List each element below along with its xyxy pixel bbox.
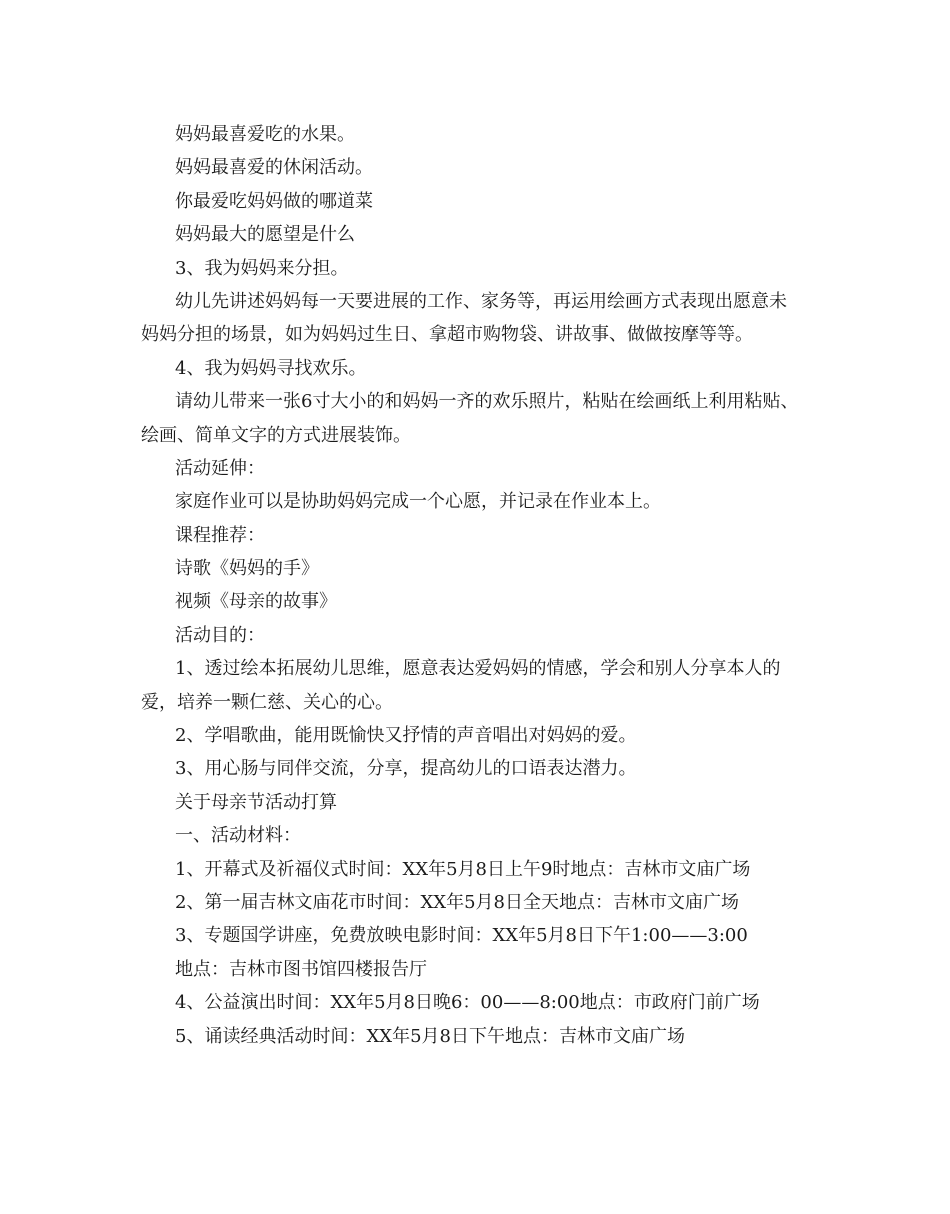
text-line: 妈妈分担的场景，如为妈妈过生日、拿超市购物袋、讲故事、做做按摩等等。: [141, 324, 753, 346]
text-line: 4、公益演出时间：XX年5月8日晚6：00——8:00地点：市政府门前广场: [175, 992, 760, 1014]
text-line: 课程推荐：: [175, 524, 265, 546]
text-line: 活动目的：: [175, 624, 265, 646]
text-line: 1、透过绘本拓展幼儿思维，愿意表达爱妈妈的情感，学会和别人分享本人的: [175, 658, 781, 680]
text-line: 地点：吉林市图书馆四楼报告厅: [175, 958, 427, 980]
text-line: 妈妈最大的愿望是什么: [175, 224, 355, 246]
text-line: 请幼儿带来一张6寸大小的和妈妈一齐的欢乐照片，粘贴在绘画纸上利用粘贴、: [175, 391, 799, 413]
text-line: 爱，培养一颗仁慈、关心的心。: [141, 691, 393, 713]
document-body: [141, 118, 821, 1053]
text-line: 诗歌《妈妈的手》: [175, 558, 319, 580]
text-line: 活动延伸：: [175, 457, 265, 479]
text-line: 2、第一届吉林文庙花市时间：XX年5月8日全天地点：吉林市文庙广场: [175, 891, 739, 913]
text-line: 2、学唱歌曲，能用既愉快又抒情的声音唱出对妈妈的爱。: [175, 725, 637, 747]
text-line: 1、开幕式及祈福仪式时间：XX年5月8日上午9时地点：吉林市文庙广场: [175, 858, 751, 880]
text-line: 家庭作业可以是协助妈妈完成一个心愿，并记录在作业本上。: [175, 491, 661, 513]
text-line: 4、我为妈妈寻找欢乐。: [175, 357, 367, 379]
text-line: 绘画、简单文字的方式进展装饰。: [141, 424, 411, 446]
text-line: 关于母亲节活动打算: [175, 791, 337, 813]
text-line: 你最爱吃妈妈做的哪道菜: [175, 190, 373, 212]
text-line: 幼儿先讲述妈妈每一天要进展的工作、家务等，再运用绘画方式表现出愿意未: [175, 290, 787, 312]
text-line: 妈妈最喜爱的休闲活动。: [175, 157, 373, 179]
text-line: 视频《母亲的故事》: [175, 591, 337, 613]
text-line: 3、专题国学讲座，免费放映电影时间：XX年5月8日下午1:00——3:00: [175, 925, 748, 947]
text-line: 一、活动材料：: [175, 825, 301, 847]
text-line: 3、用心肠与同伴交流，分享，提高幼儿的口语表达潜力。: [175, 758, 637, 780]
text-line: 3、我为妈妈来分担。: [175, 257, 349, 279]
text-line: 5、诵读经典活动时间：XX年5月8日下午地点：吉林市文庙广场: [175, 1025, 685, 1047]
text-line: 妈妈最喜爱吃的水果。: [175, 124, 355, 145]
